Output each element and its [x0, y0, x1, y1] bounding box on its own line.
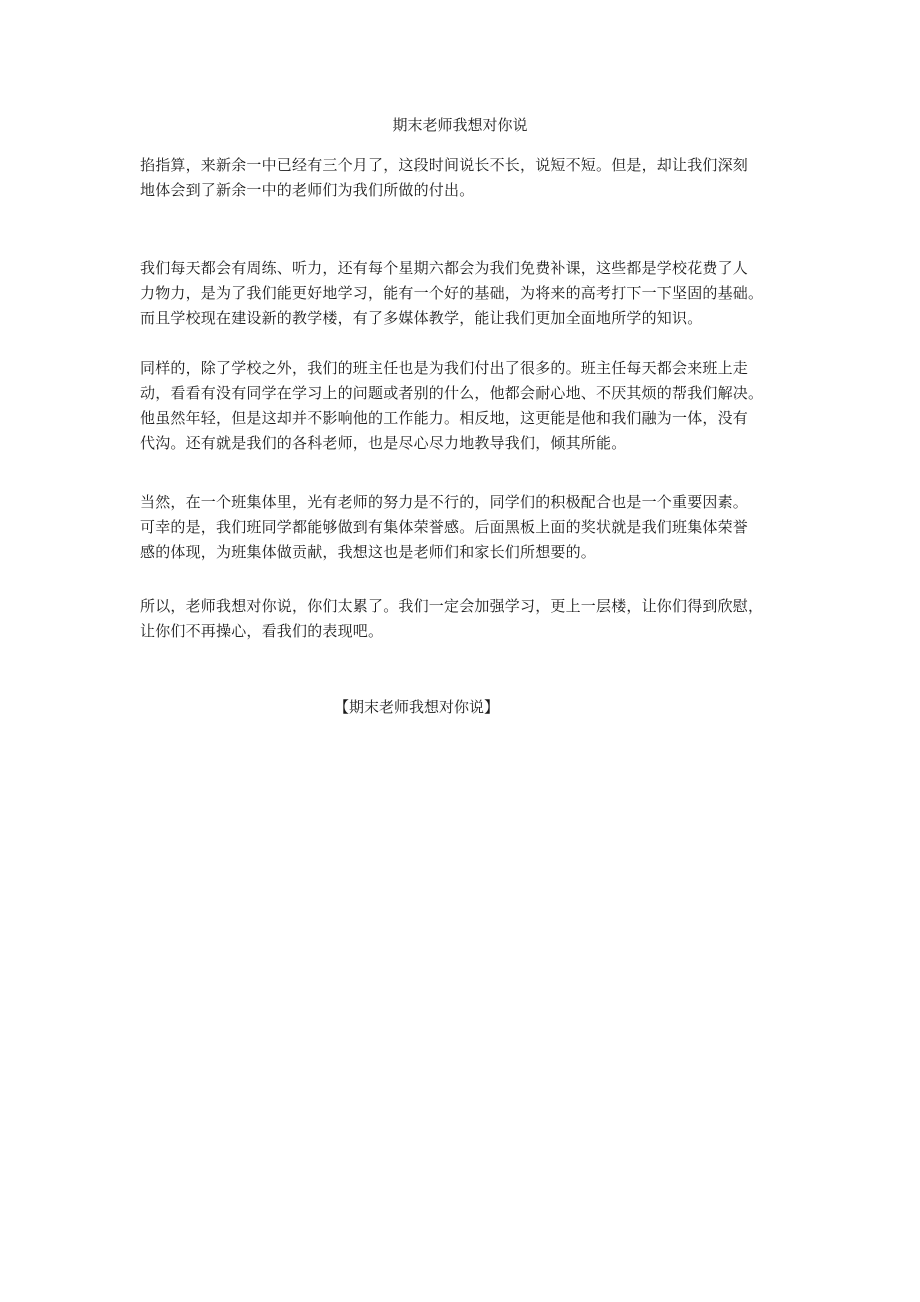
paragraph-5: [140, 594, 790, 644]
text-line: 让你们不再操心，看我们的表现吧。: [140, 622, 384, 640]
text-line: 动，看看有没有同学在学习上的问题或者别的什么，他都会耐心地、不厌其烦的帮我们解决。: [140, 384, 764, 402]
text-line: 当然，在一个班集体里，光有老师的努力是不行的，同学们的积极配合也是一个重要因素。: [140, 493, 749, 511]
text-line: 我们每天都会有周练、听力，还有每个星期六都会为我们免费补课，这些都是学校花费了人: [140, 259, 749, 277]
text-line: 感的体现，为班集体做贡献，我想这也是老师们和家长们所想要的。: [140, 543, 597, 561]
text-line: 掐指算，来新余一中已经有三个月了，这段时间说长不长，说短不短。但是，却让我们深刻: [140, 156, 749, 174]
paragraph-4: [140, 490, 790, 565]
text-line: 而且学校现在建设新的教学楼，有了多媒体教学，能让我们更加全面地所学的知识。: [140, 309, 703, 327]
text-line: 他虽然年轻，但是这却并不影响他的工作能力。相反地，这更能是他和我们融为一体，没有: [140, 409, 749, 427]
text-line: 可幸的是，我们班同学都能够做到有集体荣誉感。后面黑板上面的奖状就是我们班集体荣誉: [140, 518, 749, 536]
text-line: 力物力，是为了我们能更好地学习，能有一个好的基础，为将来的高考打下一下坚固的基础。: [140, 284, 764, 302]
text-line: 同样的，除了学校之外，我们的班主任也是为我们付出了很多的。班主任每天都会来班上走: [140, 359, 749, 377]
paragraph-2: [140, 256, 790, 331]
footer-title: 【期末老师我想对你说】: [334, 698, 500, 716]
text-line: 代沟。还有就是我们的各科老师，也是尽心尽力地教导我们，倾其所能。: [140, 434, 627, 452]
paragraph-1: [140, 153, 790, 203]
paragraph-3: [140, 356, 790, 456]
document-title: 期末老师我想对你说: [392, 116, 528, 134]
text-line: 地体会到了新余一中的老师们为我们所做的付出。: [140, 181, 475, 199]
text-line: 所以，老师我想对你说，你们太累了。我们一定会加强学习，更上一层楼，让你们得到欣慰，: [140, 597, 764, 615]
